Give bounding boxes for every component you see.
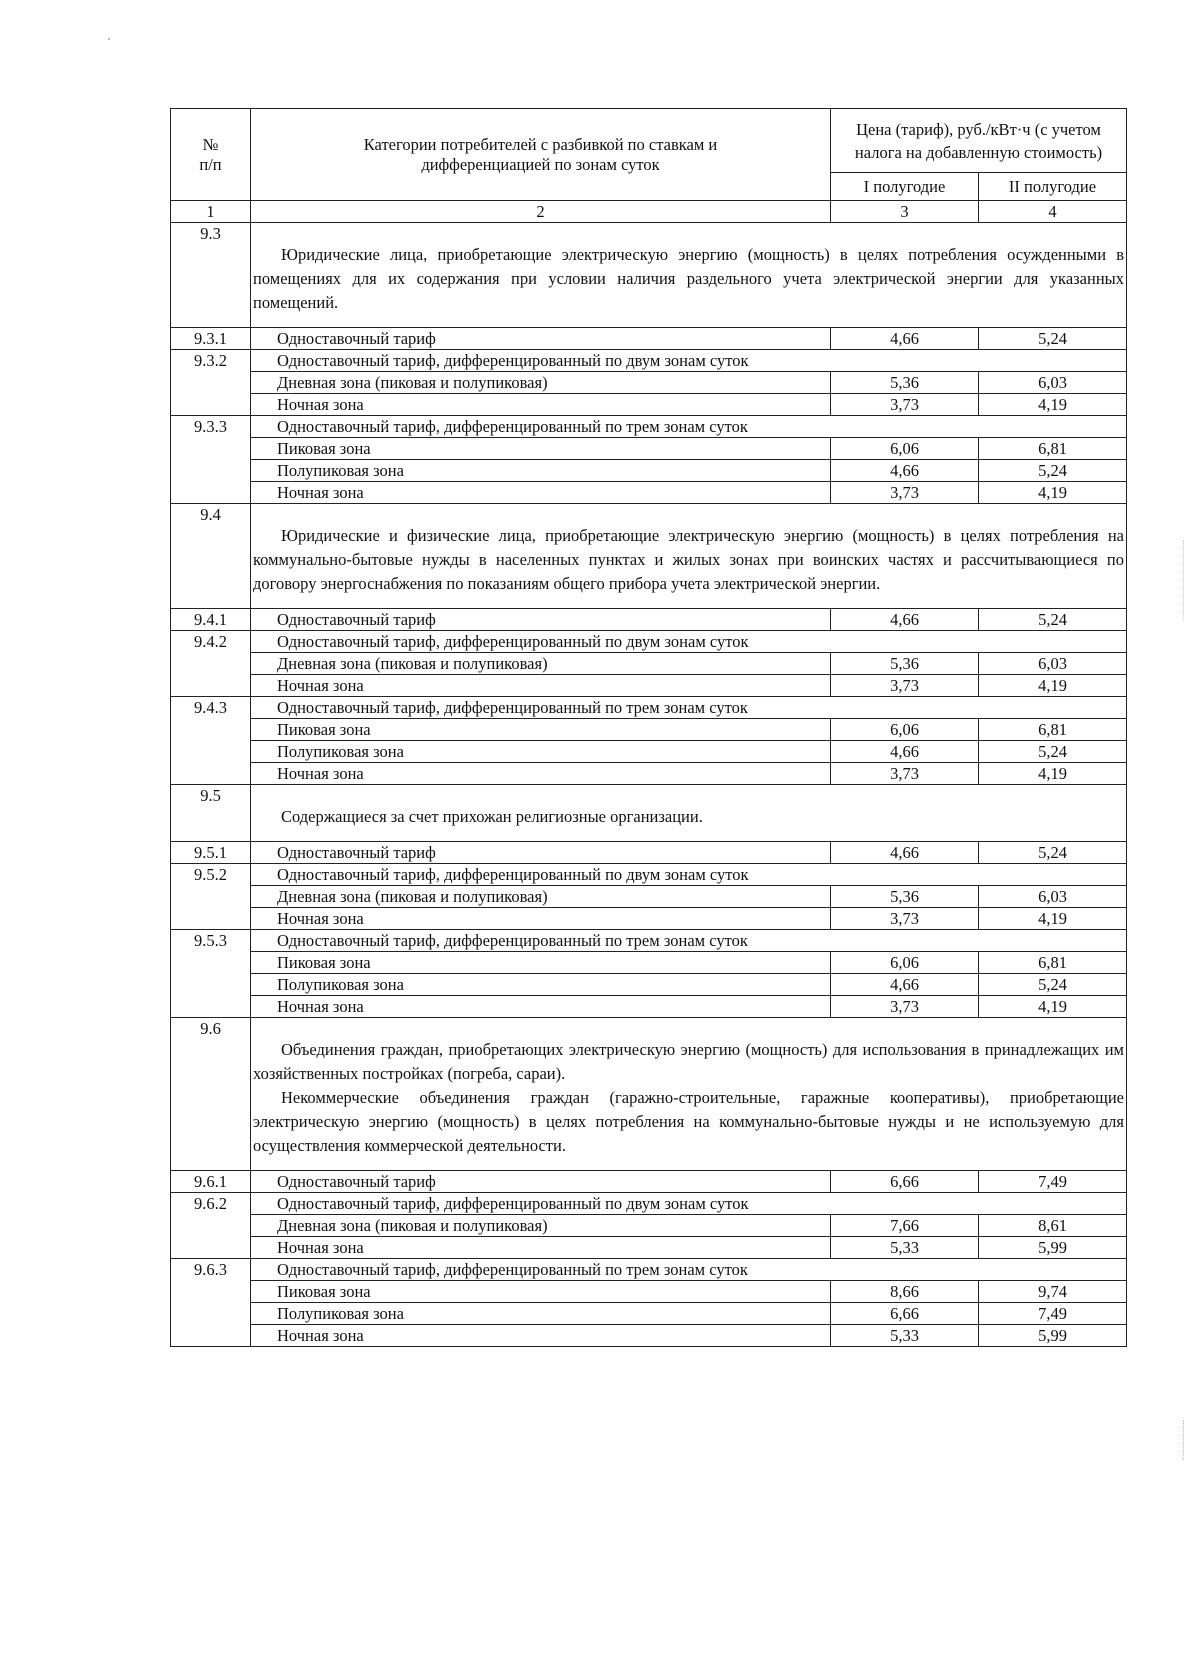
zone-name: Дневная зона (пиковая и полупиковая) (251, 1215, 831, 1237)
zone-row (171, 1237, 1127, 1259)
tariff-title: Одноставочный тариф, дифференцированный по трем зонам суток (251, 416, 1127, 438)
price-half1: 4,66 (831, 328, 979, 350)
zone-row (171, 1281, 1127, 1303)
section-paragraph: Юридические и физические лица, приобретающие электрическую энергию (мощность) в целях потребления на коммунально-бытовые нужды в населенных пунктах и жилых зонах при воинских частях и рассчитывающиеся по договору энергоснабжения по показаниям общего прибора учета электрической энергии. (253, 526, 1124, 593)
price-half2: 6,03 (979, 372, 1127, 394)
price-half2: 4,19 (979, 763, 1127, 785)
zone-name: Пиковая зона (251, 952, 831, 974)
zone-name: Ночная зона (251, 394, 831, 416)
price-half1: 4,66 (831, 609, 979, 631)
item-number: 9.5.1 (171, 842, 251, 864)
tariff-group-row (171, 1259, 1127, 1281)
scan-margin-mark (1183, 1420, 1186, 1460)
price-half2: 6,03 (979, 653, 1127, 675)
zone-row (171, 741, 1127, 763)
price-half1: 4,66 (831, 741, 979, 763)
tariff-group-row (171, 609, 1127, 631)
scan-speck (108, 38, 110, 40)
zone-name: Полупиковая зона (251, 741, 831, 763)
price-half2: 4,19 (979, 908, 1127, 930)
tariff-group-row (171, 328, 1127, 350)
price-half2: 5,99 (979, 1325, 1127, 1347)
zone-row (171, 675, 1127, 697)
zone-name: Дневная зона (пиковая и полупиковая) (251, 653, 831, 675)
price-half2: 9,74 (979, 1281, 1127, 1303)
price-half2: 7,49 (979, 1303, 1127, 1325)
price-half2: 5,24 (979, 741, 1127, 763)
col-number: 3 (831, 201, 979, 223)
item-number: 9.3.2 (171, 350, 251, 416)
zone-name: Пиковая зона (251, 719, 831, 741)
section-number: 9.4 (171, 504, 251, 609)
price-half2: 6,03 (979, 886, 1127, 908)
price-half2: 6,81 (979, 438, 1127, 460)
item-number: 9.4.2 (171, 631, 251, 697)
item-number: 9.3.3 (171, 416, 251, 504)
zone-row (171, 1215, 1127, 1237)
tariff-title: Одноставочный тариф (251, 328, 831, 350)
price-half1: 3,73 (831, 394, 979, 416)
zone-name: Ночная зона (251, 1237, 831, 1259)
section-number: 9.5 (171, 785, 251, 842)
zone-row (171, 460, 1127, 482)
section-paragraph: Содержащиеся за счет прихожан религиозные организации. (281, 807, 703, 826)
price-half1: 4,66 (831, 460, 979, 482)
section-description (251, 223, 1127, 328)
header-half2: II полугодие (979, 173, 1127, 201)
price-half2: 5,24 (979, 460, 1127, 482)
section-number: 9.6 (171, 1018, 251, 1171)
price-half1: 5,33 (831, 1325, 979, 1347)
item-number: 9.3.1 (171, 328, 251, 350)
section-paragraph: Объединения граждан, приобретающих электрическую энергию (мощность) для использования в принадлежащих им хозяйственных постройках (погреба, сараи). (253, 1040, 1124, 1083)
section-description (251, 504, 1127, 609)
tariff-group-row (171, 416, 1127, 438)
header-row (171, 109, 1127, 173)
zone-name: Дневная зона (пиковая и полупиковая) (251, 372, 831, 394)
zone-name: Полупиковая зона (251, 460, 831, 482)
price-half1: 3,73 (831, 908, 979, 930)
price-half2: 5,24 (979, 974, 1127, 996)
zone-row (171, 438, 1127, 460)
price-half1: 3,73 (831, 996, 979, 1018)
zone-name: Дневная зона (пиковая и полупиковая) (251, 886, 831, 908)
zone-row (171, 482, 1127, 504)
zone-name: Пиковая зона (251, 1281, 831, 1303)
price-half1: 8,66 (831, 1281, 979, 1303)
section-description (251, 1018, 1127, 1171)
tariff-title: Одноставочный тариф (251, 1171, 831, 1193)
price-half2: 8,61 (979, 1215, 1127, 1237)
tariff-title: Одноставочный тариф (251, 842, 831, 864)
section-row (171, 785, 1127, 842)
price-half1: 6,06 (831, 952, 979, 974)
col-number: 4 (979, 201, 1127, 223)
price-half2: 4,19 (979, 996, 1127, 1018)
tariff-group-row (171, 864, 1127, 886)
tariff-group-row (171, 1171, 1127, 1193)
column-numbers-row (171, 201, 1127, 223)
price-half1: 3,73 (831, 482, 979, 504)
col-number: 1 (171, 201, 251, 223)
scan-margin-mark (1183, 540, 1186, 620)
tariff-group-row (171, 930, 1127, 952)
section-row (171, 504, 1127, 609)
section-paragraph: Юридические лица, приобретающие электрическую энергию (мощность) в целях потребления осужденными в помещениях для их содержания при условии наличия раздельного учета электрической энергии для указанных помещений. (253, 245, 1124, 312)
tariff-group-row (171, 697, 1127, 719)
tariff-body (171, 223, 1127, 1347)
price-half2: 4,19 (979, 394, 1127, 416)
zone-name: Ночная зона (251, 763, 831, 785)
item-number: 9.4.3 (171, 697, 251, 785)
section-paragraph: Некоммерческие объединения граждан (гаражно-строительные, гаражные кооперативы), приобретающие электрическую энергию (мощность) в целях потребления на коммунально-бытовые нужды и не используемую для осуществления коммерческой деятельности. (253, 1088, 1124, 1155)
zone-row (171, 653, 1127, 675)
price-half2: 4,19 (979, 482, 1127, 504)
section-number: 9.3 (171, 223, 251, 328)
tariff-table (170, 108, 1127, 1347)
price-half1: 6,06 (831, 719, 979, 741)
tariff-title: Одноставочный тариф (251, 609, 831, 631)
section-row (171, 1018, 1127, 1171)
section-row (171, 223, 1127, 328)
zone-name: Полупиковая зона (251, 974, 831, 996)
price-half2: 5,24 (979, 609, 1127, 631)
price-half1: 7,66 (831, 1215, 979, 1237)
header-category: Категории потребителей с разбивкой по ставкам и дифференциацией по зонам суток (251, 109, 831, 201)
price-half2: 6,81 (979, 719, 1127, 741)
item-number: 9.6.2 (171, 1193, 251, 1259)
zone-row (171, 1303, 1127, 1325)
price-half1: 6,66 (831, 1171, 979, 1193)
price-half2: 5,99 (979, 1237, 1127, 1259)
col-number: 2 (251, 201, 831, 223)
price-half1: 5,36 (831, 653, 979, 675)
price-half1: 5,36 (831, 372, 979, 394)
zone-row (171, 1325, 1127, 1347)
section-description (251, 785, 1127, 842)
zone-row (171, 763, 1127, 785)
price-half1: 6,66 (831, 1303, 979, 1325)
header-price: Цена (тариф), руб./кВт·ч (с учетом налога на добавленную стоимость) (831, 109, 1127, 173)
zone-name: Ночная зона (251, 675, 831, 697)
zone-row (171, 886, 1127, 908)
zone-name: Пиковая зона (251, 438, 831, 460)
item-number: 9.5.2 (171, 864, 251, 930)
zone-row (171, 372, 1127, 394)
price-half1: 4,66 (831, 842, 979, 864)
price-half1: 3,73 (831, 675, 979, 697)
zone-row (171, 719, 1127, 741)
tariff-group-row (171, 350, 1127, 372)
tariff-title: Одноставочный тариф, дифференцированный по двум зонам суток (251, 1193, 1127, 1215)
price-half2: 5,24 (979, 842, 1127, 864)
tariff-title: Одноставочный тариф, дифференцированный по двум зонам суток (251, 864, 1127, 886)
price-half1: 5,36 (831, 886, 979, 908)
tariff-group-row (171, 1193, 1127, 1215)
price-half1: 6,06 (831, 438, 979, 460)
zone-name: Ночная зона (251, 1325, 831, 1347)
zone-name: Ночная зона (251, 996, 831, 1018)
price-half2: 6,81 (979, 952, 1127, 974)
tariff-group-row (171, 842, 1127, 864)
price-half2: 7,49 (979, 1171, 1127, 1193)
item-number: 9.6.1 (171, 1171, 251, 1193)
item-number: 9.4.1 (171, 609, 251, 631)
price-half1: 4,66 (831, 974, 979, 996)
tariff-title: Одноставочный тариф, дифференцированный по трем зонам суток (251, 930, 1127, 952)
zone-row (171, 952, 1127, 974)
tariff-group-row (171, 631, 1127, 653)
item-number: 9.5.3 (171, 930, 251, 1018)
price-half2: 4,19 (979, 675, 1127, 697)
zone-row (171, 908, 1127, 930)
zone-row (171, 996, 1127, 1018)
item-number: 9.6.3 (171, 1259, 251, 1347)
zone-name: Полупиковая зона (251, 1303, 831, 1325)
zone-row (171, 974, 1127, 996)
tariff-title: Одноставочный тариф, дифференцированный по двум зонам суток (251, 350, 1127, 372)
price-half1: 5,33 (831, 1237, 979, 1259)
header-num: № п/п (171, 109, 251, 201)
price-half2: 5,24 (979, 328, 1127, 350)
tariff-title: Одноставочный тариф, дифференцированный по трем зонам суток (251, 697, 1127, 719)
zone-name: Ночная зона (251, 908, 831, 930)
tariff-title: Одноставочный тариф, дифференцированный по двум зонам суток (251, 631, 1127, 653)
header-half1: I полугодие (831, 173, 979, 201)
price-half1: 3,73 (831, 763, 979, 785)
tariff-title: Одноставочный тариф, дифференцированный по трем зонам суток (251, 1259, 1127, 1281)
zone-name: Ночная зона (251, 482, 831, 504)
zone-row (171, 394, 1127, 416)
